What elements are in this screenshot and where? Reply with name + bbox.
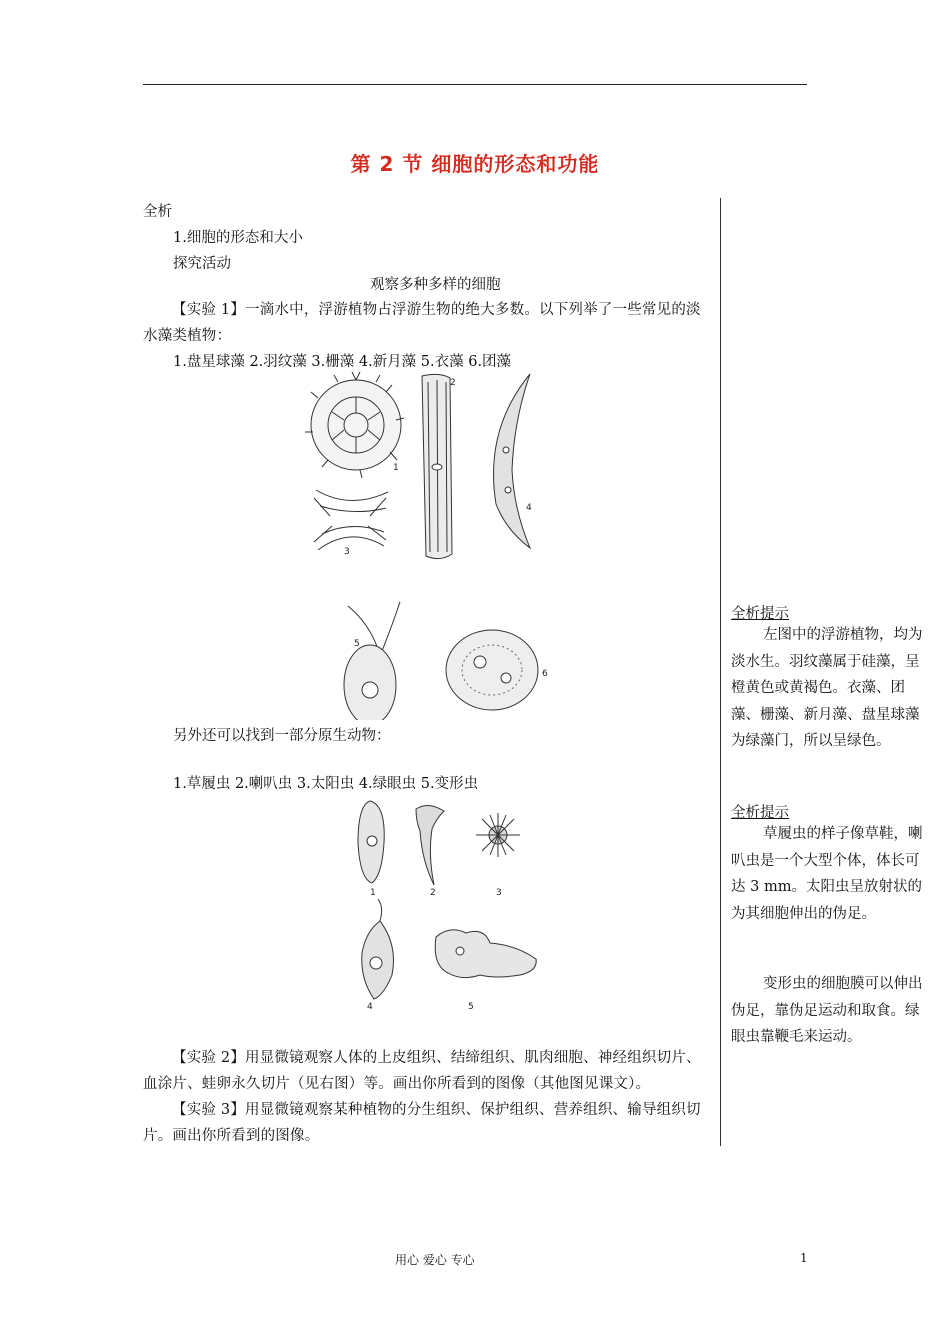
paramecium-illustration bbox=[358, 801, 384, 883]
sidebar-note-1-heading: 全析提示 bbox=[731, 606, 789, 622]
heliozoan-illustration bbox=[476, 813, 520, 857]
header-rule bbox=[143, 84, 807, 85]
subtitle: 观察多种多样的细胞 bbox=[370, 277, 501, 293]
pediastrum-illustration bbox=[305, 372, 404, 478]
volvox-illustration bbox=[446, 630, 538, 710]
sidebar-note-2-heading: 全析提示 bbox=[731, 805, 789, 821]
chlamydomonas-illustration bbox=[344, 602, 400, 720]
protozoa-label-2: 2 bbox=[430, 888, 436, 898]
scenedesmus-illustration bbox=[314, 490, 388, 550]
sidebar-note-3-text: 变形虫的细胞膜可以伸出伪足，靠伪足运动和取食。绿眼虫靠鞭毛来运动。 bbox=[731, 976, 923, 1045]
pinnularia-illustration bbox=[422, 374, 452, 558]
page-title: 第 2 节 细胞的形态和功能 bbox=[350, 152, 600, 176]
algae-label-3: 3 bbox=[344, 547, 350, 557]
protozoa-label-3: 3 bbox=[496, 888, 502, 898]
algae-list: 1.盘星球藻 2.羽纹藻 3.栅藻 4.新月藻 5.衣藻 6.团藻 bbox=[173, 354, 512, 370]
experiment-2-paragraph: 【实验 2】用显微镜观察人体的上皮组织、结缔组织、肌肉细胞、神经组织切片、血涂片、蛙卵永久切片（见右图）等。画出你所看到的图像（其他图见课文）。 bbox=[143, 1050, 701, 1092]
column-divider bbox=[720, 198, 721, 1146]
protozoa-intro: 另外还可以找到一部分原生动物： bbox=[173, 728, 391, 744]
protozoa-list: 1.草履虫 2.喇叭虫 3.太阳虫 4.绿眼虫 5.变形虫 bbox=[173, 776, 479, 792]
page-number: 1 bbox=[800, 1251, 808, 1265]
experiment-3-paragraph: 【实验 3】用显微镜观察某种植物的分生组织、保护组织、营养组织、输导组织切片。画出你所看到的图像。 bbox=[143, 1102, 701, 1144]
protozoa-label-5: 5 bbox=[468, 1002, 474, 1012]
sidebar-note-2-text: 草履虫的样子像草鞋，喇叭虫是一个大型个体，体长可达 3 mm。太阳虫呈放射状的为其细胞伸出的伪足。 bbox=[731, 826, 923, 922]
protozoa-label-4: 4 bbox=[367, 1002, 373, 1012]
euglena-illustration bbox=[362, 899, 394, 999]
algae-label-1: 1 bbox=[393, 463, 399, 473]
closterium-illustration bbox=[494, 374, 530, 548]
algae-label-2: 2 bbox=[450, 378, 456, 388]
protozoa-label-1: 1 bbox=[370, 888, 376, 898]
algae-label-4: 4 bbox=[526, 503, 532, 513]
protozoa-figure bbox=[340, 795, 550, 1015]
heading-inquiry: 探究活动 bbox=[173, 256, 231, 272]
experiment-1-paragraph: 【实验 1】一滴水中，浮游植物占浮游生物的绝大多数。以下列举了一些常见的淡水藻类植物： bbox=[143, 302, 701, 344]
stentor-illustration bbox=[416, 805, 444, 885]
algae-label-5: 5 bbox=[354, 639, 360, 649]
sidebar-note-1-text: 左图中的浮游植物，均为淡水生。羽纹藻属于硅藻，呈橙黄色或黄褐色。衣藻、团藻、栅藻、新月藻、盘星球藻为绿藻门，所以呈绿色。 bbox=[731, 627, 923, 749]
algae-figure bbox=[300, 370, 560, 720]
footer-motto: 用心 爱心 专心 bbox=[395, 1253, 475, 1267]
amoeba-illustration bbox=[435, 930, 536, 978]
algae-label-6: 6 bbox=[542, 669, 548, 679]
heading-cell-shape-size: 1.细胞的形态和大小 bbox=[173, 230, 303, 246]
section-label: 全析 bbox=[143, 204, 172, 220]
